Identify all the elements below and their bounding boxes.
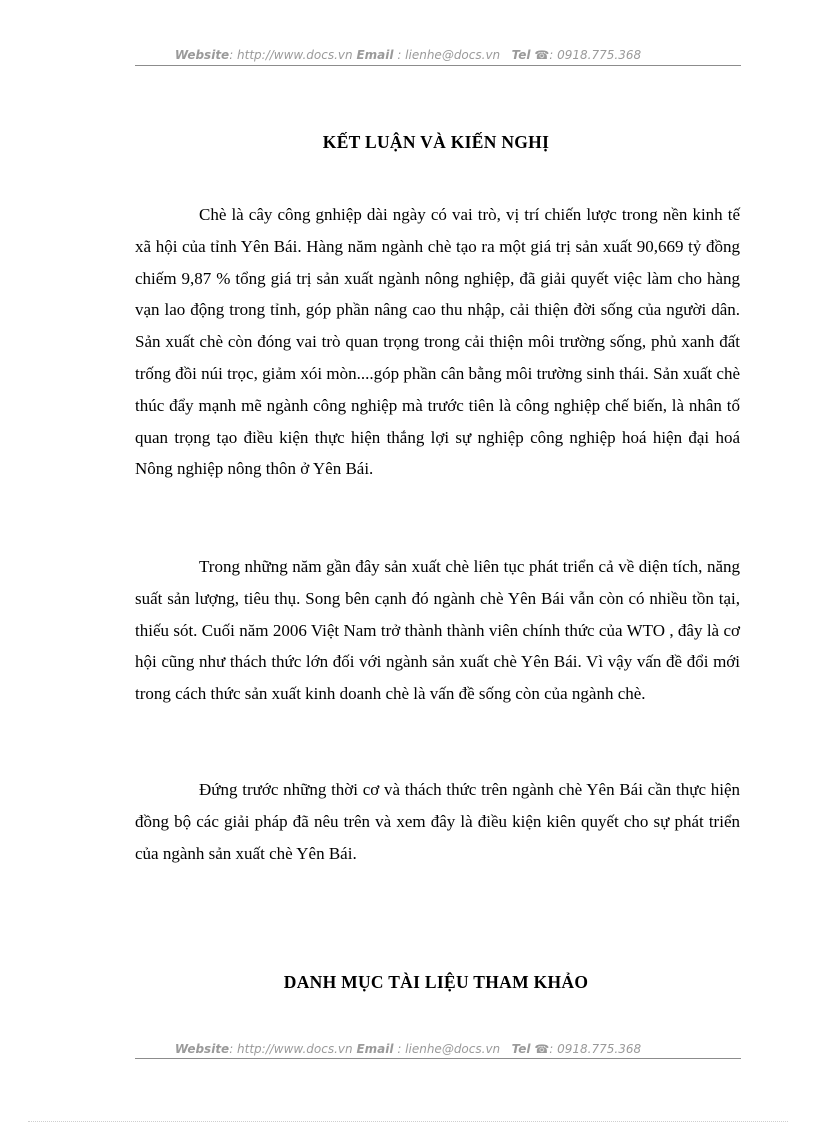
header-email-link[interactable]: : lienhe@docs.vn <box>393 48 501 62</box>
footer-website-link[interactable]: : http://www.docs.vn <box>229 1042 353 1056</box>
header-divider <box>135 65 741 66</box>
paragraph-text: Trong những năm gần đây sản xuất chè liên tục phát triển cả về diện tích, năng suất sản lượng, tiêu thụ. Song bên cạnh đó ngành chè Yên Bái vẫn còn có nhiều tồn tại, thiếu sót. Cuối năm 2006 Việt Nam trở thành thành viên chính thức của WTO , đây là cơ hội cũng như thách thức lớn đối với ngành sản xuất chè Yên Bái. Vì vậy vấn đề đổi mới trong cách thức sản xuất kinh doanh chè là vấn đề sống còn của ngành chè. <box>135 557 740 704</box>
footer-email-link[interactable]: : lienhe@docs.vn <box>393 1042 501 1056</box>
header-email-label: Email <box>356 48 394 62</box>
header-website-link[interactable]: : http://www.docs.vn <box>229 48 353 62</box>
phone-icon: ☎ <box>534 48 550 62</box>
paragraph-text: Đứng trước những thời cơ và thách thức trên ngành chè Yên Bái cần thực hiện đồng bộ các giải pháp đã nêu trên và xem đây là điều kiện kiên quyết cho sự phát triển của ngành sản xuất chè Yên Bái. <box>135 780 740 863</box>
paragraph-2 <box>135 551 740 710</box>
page-title: KẾT LUẬN VÀ KIẾN NGHỊ <box>322 132 550 152</box>
header-tel-value: : 0918.775.368 <box>549 48 642 62</box>
footer-tel-value: : 0918.775.368 <box>549 1042 642 1056</box>
paragraph-3 <box>135 774 740 869</box>
footer-email-label: Email <box>356 1042 394 1056</box>
paragraph-text: Chè là cây công gnhiệp dài ngày có vai trò, vị trí chiến lược trong nền kinh tế xã hội của tỉnh Yên Bái. Hàng năm ngành chè tạo ra một giá trị sản xuất 90,669 tỷ đồng chiếm 9,87 % tổng giá trị sản xuất ngành nông nghiệp, đã giải quyết việc làm cho hàng vạn lao động trong tỉnh, góp phần nâng cao thu nhập, cải thiện đời sống của người dân. Sản xuất chè còn đóng vai trò quan trọng trong cải thiện môi trường sống, phủ xanh đất trống đồi núi trọc, giảm xói mòn....góp phần cân bằng môi trường sinh thái. Sản xuất chè thúc đẩy mạnh mẽ ngành công nghiệp mà trước tiên là công nghiệp chế biến, là nhân tố quan trọng tạo điều kiện thực hiện thắng lợi sự nghiệp công nghiệp hoá hiện đại hoá Nông nghiệp nông thôn ở Yên Bái. <box>135 205 740 479</box>
footer-tel-label: Tel <box>511 1042 531 1056</box>
page-footer <box>0 1042 816 1056</box>
paragraph-1 <box>135 199 740 485</box>
section-title: DANH MỤC TÀI LIỆU THAM KHẢO <box>283 972 589 992</box>
page-header <box>0 48 816 62</box>
footer-divider <box>135 1058 741 1059</box>
header-website-label: Website <box>174 48 230 62</box>
header-tel-label: Tel <box>511 48 531 62</box>
footer-website-label: Website <box>174 1042 230 1056</box>
page-edge-divider <box>28 1121 788 1122</box>
phone-icon: ☎ <box>534 1042 550 1056</box>
